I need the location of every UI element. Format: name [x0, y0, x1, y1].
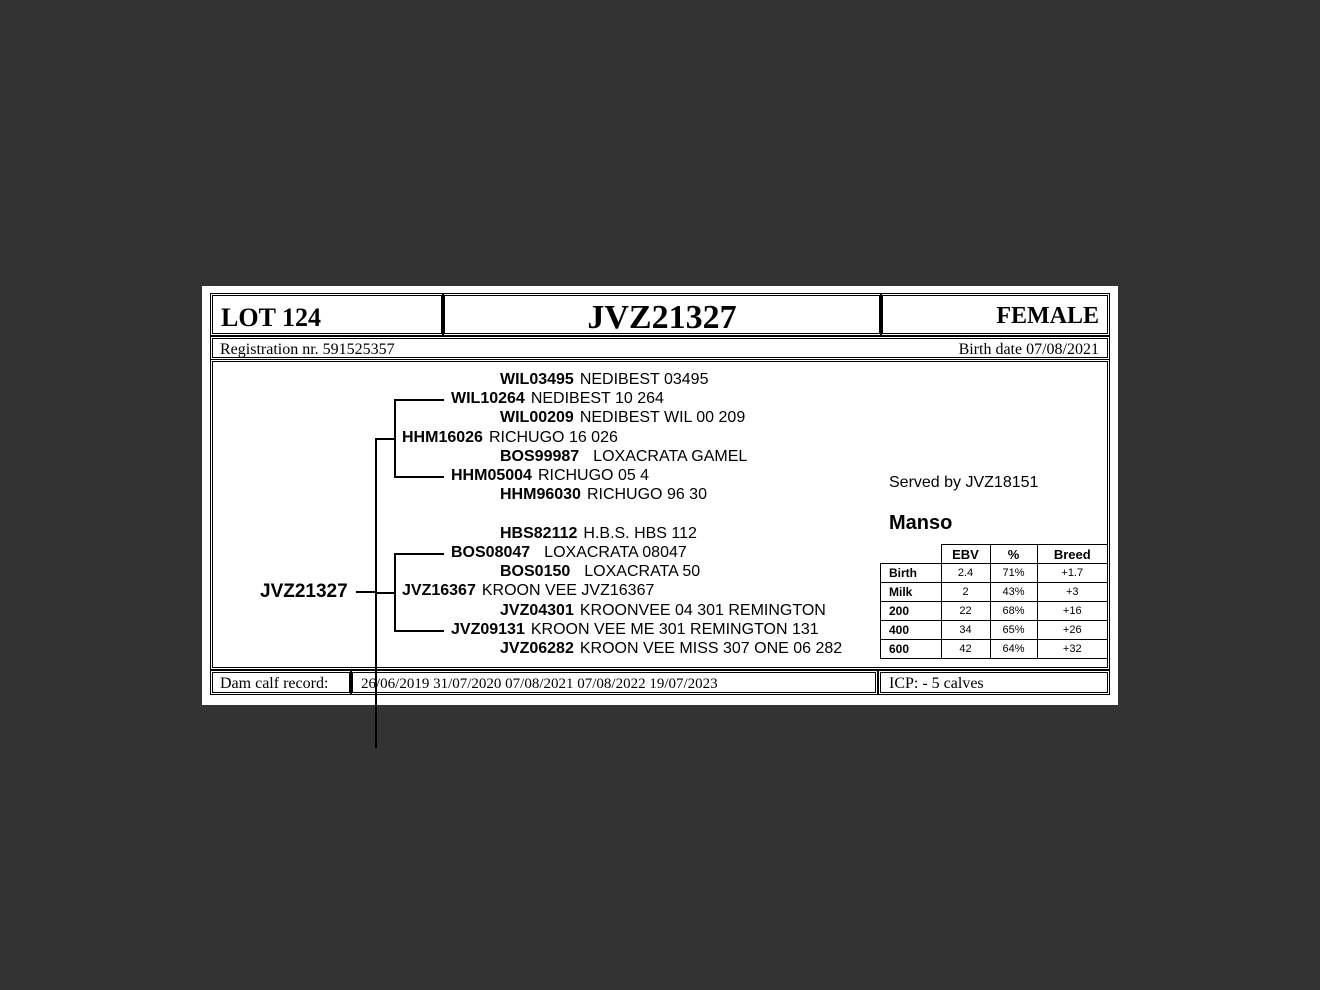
- lot-number: LOT 124: [221, 303, 321, 332]
- dam-dam: JVZ09131 KROON VEE ME 301 REMINGTON 131: [451, 621, 819, 638]
- ebv-value: 42: [941, 640, 990, 659]
- sire-sire-sire: WIL03495 NEDIBEST 03495: [500, 371, 709, 388]
- sire-sire-dam: WIL00209 NEDIBEST WIL 00 209: [500, 409, 746, 426]
- sire-sire: WIL10264 NEDIBEST 10 264: [451, 390, 664, 407]
- breed-name: Manso: [889, 512, 953, 534]
- ebv-breed: +1.7: [1037, 564, 1108, 583]
- ebv-pct: 71%: [990, 564, 1037, 583]
- pedigree-subject: JVZ21327: [260, 581, 348, 602]
- calf-record-label-cell: [210, 670, 352, 695]
- dam: JVZ16367 KROON VEE JVZ16367: [402, 582, 655, 599]
- ebv-breed: +16: [1037, 602, 1108, 621]
- animal-sex: FEMALE: [996, 303, 1099, 329]
- dam-branch: [394, 553, 396, 632]
- ebv-value: 34: [941, 621, 990, 640]
- ebv-table: [880, 544, 1108, 659]
- breed-header: Breed: [1037, 545, 1108, 564]
- dam-sire: BOS08047 LOXACRATA 08047: [451, 544, 687, 561]
- calf-record-dates: 26/06/2019 31/07/2020 07/08/2021 07/08/2022 19/07/2023: [361, 676, 718, 692]
- calf-record-dates-cell: [350, 670, 878, 695]
- ebv-breed: +26: [1037, 621, 1108, 640]
- ebv-header-row: [881, 545, 1108, 564]
- lot-card: [202, 286, 1118, 705]
- ebv-row: [881, 621, 1108, 640]
- pct-header: %: [990, 545, 1037, 564]
- ebv-breed: +3: [1037, 583, 1108, 602]
- registration-number: Registration nr. 591525357: [220, 341, 395, 358]
- sex-cell: [880, 293, 1110, 336]
- ebv-breed: +32: [1037, 640, 1108, 659]
- ebv-value: 22: [941, 602, 990, 621]
- dam-sire-dam: BOS0150 LOXACRATA 50: [500, 563, 701, 580]
- ebv-row-label: 600: [881, 640, 942, 659]
- sire-dam-connector: [394, 476, 444, 478]
- animal-cell: [442, 293, 882, 336]
- dam-dam-connector: [394, 630, 444, 632]
- icp-value: ICP: - 5 calves: [889, 675, 984, 692]
- ebv-value: 2: [941, 583, 990, 602]
- ebv-header: EBV: [941, 545, 990, 564]
- subject-connector: [356, 591, 377, 593]
- sire-sire-connector: [394, 399, 444, 401]
- sire-dam: HHM05004 RICHUGO 05 4: [451, 467, 650, 484]
- served-by: Served by JVZ18151: [889, 474, 1039, 491]
- ebv-pct: 68%: [990, 602, 1037, 621]
- ebv-pct: 65%: [990, 621, 1037, 640]
- sire-branch: [394, 399, 396, 477]
- dam-dam-dam: JVZ06282 KROON VEE MISS 307 ONE 06 282: [500, 640, 843, 657]
- ebv-value: 2.4: [941, 564, 990, 583]
- dam-connector: [375, 592, 395, 594]
- sire-vertical: [375, 438, 377, 593]
- sire-dam-dam: HHM96030 RICHUGO 96 30: [500, 486, 707, 503]
- ebv-row: [881, 602, 1108, 621]
- ebv-row: [881, 640, 1108, 659]
- icp-cell: [878, 670, 1110, 695]
- dam-sire-sire: HBS82112 H.B.S. HBS 112: [500, 525, 697, 542]
- ebv-row-label: 400: [881, 621, 942, 640]
- ebv-pct: 43%: [990, 583, 1037, 602]
- ebv-row-label: 200: [881, 602, 942, 621]
- ebv-row-label: Birth: [881, 564, 942, 583]
- dam-dam-sire: JVZ04301 KROONVEE 04 301 REMINGTON: [500, 602, 826, 619]
- dam-sire-connector: [394, 553, 444, 555]
- lot-cell: [210, 293, 444, 336]
- animal-id: JVZ21327: [587, 299, 737, 336]
- calf-record-label: Dam calf record:: [220, 675, 329, 692]
- ebv-row: [881, 583, 1108, 602]
- ebv-row: [881, 564, 1108, 583]
- sire: HHM16026 RICHUGO 16 026: [402, 429, 618, 446]
- birth-date: Birth date 07/08/2021: [958, 341, 1099, 358]
- ebv-row-label: Milk: [881, 583, 942, 602]
- ebv-pct: 64%: [990, 640, 1037, 659]
- registration-row: [210, 336, 1110, 360]
- sire-dam-sire: BOS99987 LOXACRATA GAMEL: [500, 448, 748, 465]
- sire-connector: [375, 438, 395, 440]
